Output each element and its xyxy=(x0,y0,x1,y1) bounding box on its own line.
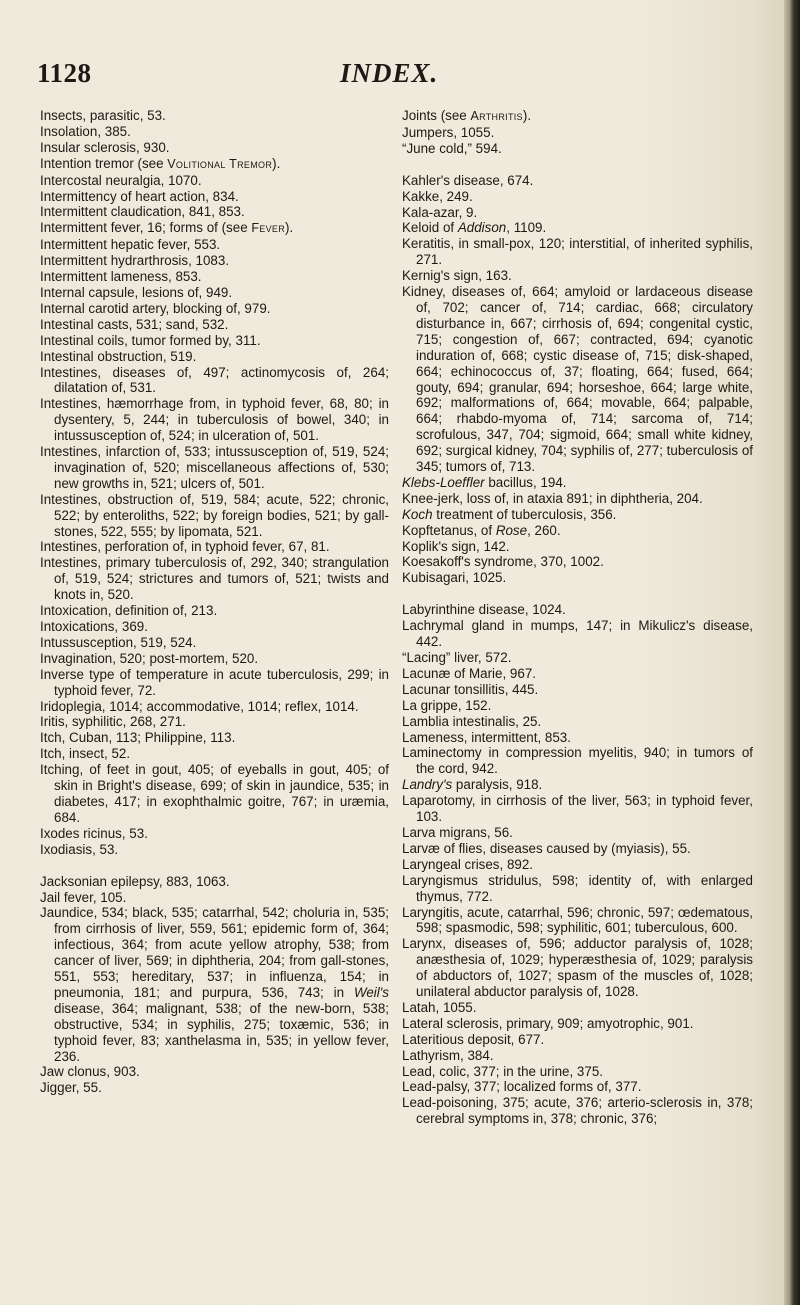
index-entry: Intermittent lameness, 853. xyxy=(40,269,202,285)
index-entry: Lathyrism, 384. xyxy=(402,1047,494,1063)
index-entry: Kopftetanus, of Rose, 260. xyxy=(402,522,561,538)
index-entry: Landry's paralysis, 918. xyxy=(402,777,543,793)
index-entry: Intoxications, 369. xyxy=(40,619,148,634)
index-entry: Larynx, diseases of, 596; adductor paralysis of, 1028; anæsthesia of, 1029; hyperæsthesia of, 1029; paralysis of abductors of, 1027; spasm of the muscles of, 1028; unilateral abductor paralysis of, 1028. xyxy=(402,936,753,1000)
index-entry: Intestines, hæmorrhage from, in typhoid fever, 68, 80; in dysentery, 5, 244; in tuberculosis of bowel, 340; in intussusception of, 524; in ulceration of, 501. xyxy=(40,396,389,444)
index-entry: Ixodiasis, 53. xyxy=(40,841,119,857)
index-entry: Kahler's disease, 674. xyxy=(402,172,534,188)
index-entry: Laminectomy in compression myelitis, 940; in tumors of the cord, 942. xyxy=(402,745,753,777)
index-entry: Insular sclerosis, 930. xyxy=(40,139,170,155)
index-column-right xyxy=(402,108,753,1127)
index-entry: “Lacing” liver, 572. xyxy=(402,650,512,665)
index-entry: Intermittent fever, 16; forms of (see Fever). xyxy=(40,220,294,236)
index-entry: Laryngitis, acute, catarrhal, 596; chronic, 597; œdematous, 598; spasmodic, 598; syphilitic, 601; tuberculous, 600. xyxy=(402,904,753,936)
index-entry: Jumpers, 1055. xyxy=(402,124,495,140)
index-entry: Intermittent hepatic fever, 553. xyxy=(40,237,221,253)
page-number: 1128 xyxy=(37,58,92,88)
index-entry: Laryngeal crises, 892. xyxy=(402,856,534,872)
index-entry: Iritis, syphilitic, 268, 271. xyxy=(40,714,186,730)
index-entry: Klebs-Loeffler bacillus, 194. xyxy=(402,474,567,490)
letter-section-gap xyxy=(402,586,753,602)
index-entry: Lachrymal gland in mumps, 147; in Mikulicz's disease, 442. xyxy=(402,618,753,650)
index-entry: Lacunar tonsillitis, 445. xyxy=(402,681,539,697)
index-entry: Jigger, 55. xyxy=(40,1080,102,1096)
index-entry: Internal carotid artery, blocking of, 979. xyxy=(40,300,271,316)
index-entry: Laparotomy, in cirrhosis of the liver, 563; in typhoid fever, 103. xyxy=(402,793,753,825)
index-entry: Keloid of Addison, 1109. xyxy=(402,220,547,236)
index-entry: Lamblia intestinalis, 25. xyxy=(402,713,542,729)
index-entry: Insolation, 385. xyxy=(40,123,131,139)
index-entry: Intermittent claudication, 841, 853. xyxy=(40,204,245,220)
index-entry: Lacunæ of Marie, 967. xyxy=(402,665,536,681)
index-entry: Koesakoff's syndrome, 370, 1002. xyxy=(402,554,604,570)
index-entry: Intussusception, 519, 524. xyxy=(40,634,197,650)
index-entry: Lead-palsy, 377; localized forms of, 377. xyxy=(402,1079,642,1095)
letter-section-gap xyxy=(402,157,753,173)
index-entry: Intoxication, definition of, 213. xyxy=(40,603,218,619)
index-entry: Intercostal neuralgia, 1070. xyxy=(40,172,202,188)
index-entry: Koplik's sign, 142. xyxy=(402,538,510,554)
index-entry: Lead, colic, 377; in the urine, 375. xyxy=(402,1063,603,1079)
index-column-left xyxy=(40,108,389,1096)
index-entry: Labyrinthine disease, 1024. xyxy=(402,602,566,618)
running-head: INDEX. xyxy=(340,58,439,88)
index-entry: Joints (see Arthritis). xyxy=(402,108,532,123)
index-entry: Lameness, intermittent, 853. xyxy=(402,729,571,745)
index-entry: Intention tremor (see Volitional Tremor). xyxy=(40,155,281,171)
index-entry: Jaw clonus, 903. xyxy=(40,1064,140,1080)
index-entry: Koch treatment of tuberculosis, 356. xyxy=(402,506,617,522)
index-entry: Intestines, primary tuberculosis of, 292, 340; strangulation of, 519, 524; strictures and tumors of, 521; twists and knots in, 520. xyxy=(40,555,389,603)
letter-section-gap xyxy=(40,858,389,874)
index-entry: Inverse type of temperature in acute tuberculosis, 299; in typhoid fever, 72. xyxy=(40,666,389,698)
index-entry: Kala-azar, 9. xyxy=(402,204,478,220)
index-entry: Lead-poisoning, 375; acute, 376; arterio-sclerosis in, 378; cerebral symptoms in, 378; chronic, 376; xyxy=(402,1095,753,1127)
index-entry: Kakke, 249. xyxy=(402,188,473,204)
index-entry: Jail fever, 105. xyxy=(40,889,127,905)
index-entry: Intestines, obstruction of, 519, 584; acute, 522; chronic, 522; by enteroliths, 522; by foreign bodies, 521; by gall-stones, 522, 555; by lipomata, 521. xyxy=(40,491,389,539)
index-entry: Intestines, perforation of, in typhoid fever, 67, 81. xyxy=(40,539,330,555)
index-entry: Insects, parasitic, 53. xyxy=(40,108,166,123)
index-entry: Kernig's sign, 163. xyxy=(402,268,512,284)
index-entry: “June cold,” 594. xyxy=(402,140,502,156)
index-entry: Ixodes ricinus, 53. xyxy=(40,825,148,841)
index-entry: Intestinal obstruction, 519. xyxy=(40,348,197,364)
page-header xyxy=(0,58,800,98)
index-entry: Jaundice, 534; black, 535; catarrhal, 542; choluria in, 535; from cirrhosis of liver, 559, 561; epidemic form of, 364; infectious, 364; from acute yellow atrophy, 538; from cancer of liver, 569; in diphtheria, 204; from gall-stones, 551, 553; hereditary, 537; in influenza, 154; in pneumonia, 181; and purpura, 536, 743; in Weil's disease, 364; malignant, 538; of the new-born, 538; obstructive, 534; in syphilis, 275; toxæmic, 536; in typhoid fever, 83; xanthelasma in, 535; in yellow fever, 236. xyxy=(40,905,389,1064)
index-entry: Larva migrans, 56. xyxy=(402,824,513,840)
index-entry: Intermittent hydrarthrosis, 1083. xyxy=(40,253,230,269)
index-entry: Itching, of feet in gout, 405; of eyeballs in gout, 405; of skin in Bright's disease, 699; of skin in jaundice, 535; in diabetes, 417; in exophthalmic goitre, 767; in uræmia, 684. xyxy=(40,762,389,825)
index-entry: Lateritious deposit, 677. xyxy=(402,1031,545,1047)
index-entry: Intermittency of heart action, 834. xyxy=(40,188,239,204)
index-entry: Lateral sclerosis, primary, 909; amyotrophic, 901. xyxy=(402,1015,694,1031)
index-entry: Itch, insect, 52. xyxy=(40,746,131,762)
index-entry: La grippe, 152. xyxy=(402,697,492,713)
index-entry: Internal capsule, lesions of, 949. xyxy=(40,284,233,300)
index-entry: Invagination, 520; post-mortem, 520. xyxy=(40,650,259,666)
index-entry: Intestinal casts, 531; sand, 532. xyxy=(40,316,229,332)
index-entry: Iridoplegia, 1014; accommodative, 1014; reflex, 1014. xyxy=(40,698,359,714)
index-entry: Intestines, diseases of, 497; actinomycosis of, 264; dilatation of, 531. xyxy=(40,364,389,396)
index-entry: Intestinal coils, tumor formed by, 311. xyxy=(40,332,261,348)
index-entry: Keratitis, in small-pox, 120; interstitial, of inherited syphilis, 271. xyxy=(402,236,753,268)
index-entry: Itch, Cuban, 113; Philippine, 113. xyxy=(40,730,236,746)
index-entry: Kubisagari, 1025. xyxy=(402,570,507,586)
index-entry: Latah, 1055. xyxy=(402,999,477,1015)
index-entry: Knee-jerk, loss of, in ataxia 891; in diphtheria, 204. xyxy=(402,490,703,506)
index-entry: Intestines, infarction of, 533; intussusception of, 519, 524; invagination of, 520; miscellaneous affections of, 530; new growths in, 521; ulcers of, 501. xyxy=(40,444,389,491)
index-entry: Jacksonian epilepsy, 883, 1063. xyxy=(40,873,230,889)
index-entry: Kidney, diseases of, 664; amyloid or lardaceous disease of, 702; cancer of, 714; cardiac, 668; circulatory disturbance in, 667; cirrhosis of, 694; congenital cystic, 715; congestion of, 667; contracted, 694; cyanotic induration of, 668; cystic disease of, 715; disk-shaped, 664; echinococcus of, 37; floating, 664; fused, 664; gouty, 694; granular, 694; horseshoe, 664; large white, 692; malformations of, 664; movable, 664; palpable, 664; rhabdo-myoma of, 714; sarcoma of, 714; scrofulous, 347, 704; sigmoid, 664; small white kidney, 692; surgical kidney, 704; syphilis of, 277; tuberculosis of 345; tumors of, 713. xyxy=(402,284,753,475)
book-spine-edge xyxy=(784,0,800,1305)
index-entry: Laryngismus stridulus, 598; identity of, with enlarged thymus, 772. xyxy=(402,872,753,904)
index-entry: Larvæ of flies, diseases caused by (myiasis), 55. xyxy=(402,840,691,856)
